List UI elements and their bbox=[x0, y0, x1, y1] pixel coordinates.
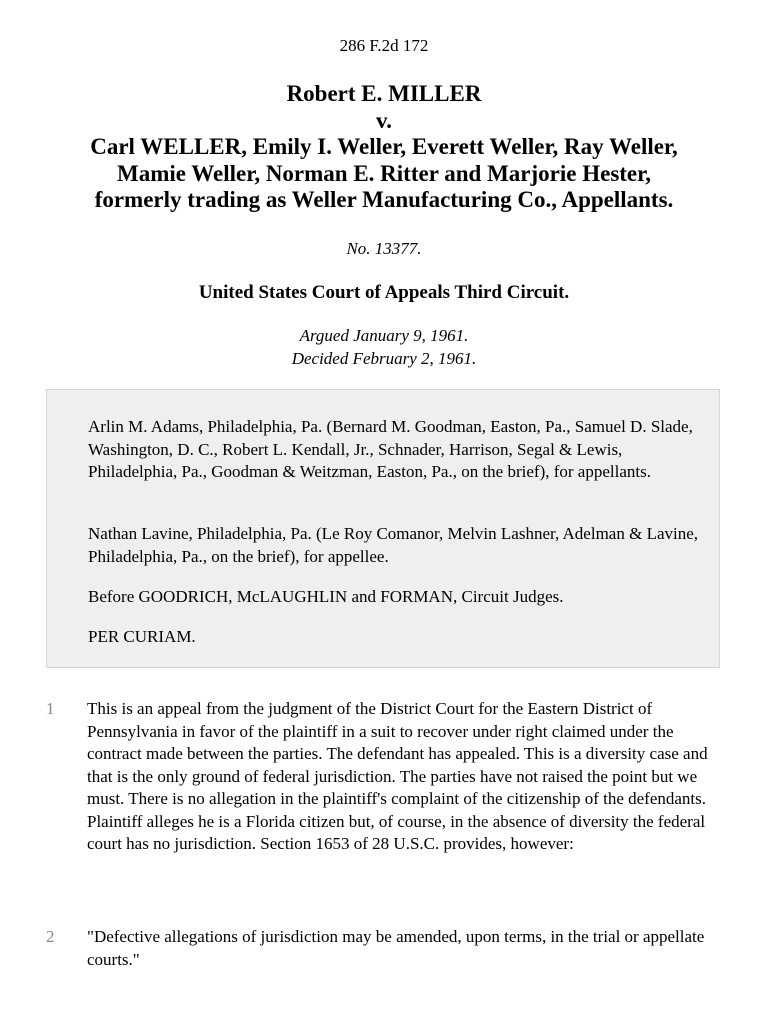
paragraph-text: This is an appeal from the judgment of the District Court for the Eastern District of Pennsylvania in favor of the plaintiff in a suit to recover under right claimed under the contract made between the parties. The defendant has appealed. This is a diversity case and that is the only ground of federal jurisdiction. The parties have not raised the point but we must. There is no allegation in the plaintiff's complaint of the citizenship of the defendants. Plaintiff alleges he is a Florida citizen but, of course, in the absence of diversity the federal court has no jurisdiction. Section 1653 of 28 U.S.C. provides, however: bbox=[87, 699, 708, 853]
counsel-appellee: Nathan Lavine, Philadelphia, Pa. (Le Roy Comanor, Melvin Lashner, Adelman & Lavine, Philadelphia, Pa., on the brief), for appellee. bbox=[88, 524, 699, 566]
plaintiff-name: Robert E. MILLER bbox=[286, 81, 482, 106]
citation: 286 F.2d 172 bbox=[339, 36, 429, 55]
argued-date: Argued January 9, 1961. bbox=[299, 326, 469, 345]
defendants-line: Carl WELLER, Emily I. Weller, Everett Weller, Ray Weller, bbox=[90, 134, 678, 159]
defendants-line: formerly trading as Weller Manufacturing Co., Appellants. bbox=[94, 187, 674, 212]
case-caption bbox=[20, 81, 748, 214]
paragraph-number: 2 bbox=[46, 927, 55, 946]
docket-number: No. 13377. bbox=[346, 239, 422, 258]
paragraph-number: 1 bbox=[46, 699, 55, 718]
judges: Before GOODRICH, McLAUGHLIN and FORMAN, Circuit Judges. bbox=[88, 587, 564, 606]
paragraph-text: "Defective allegations of jurisdiction may be amended, upon terms, in the trial or appellate courts." bbox=[87, 927, 705, 969]
decided-date: Decided February 2, 1961. bbox=[291, 349, 477, 368]
court-name: United States Court of Appeals Third Circuit. bbox=[198, 282, 570, 303]
counsel-appellants: Arlin M. Adams, Philadelphia, Pa. (Bernard M. Goodman, Easton, Pa., Samuel D. Slade, Washington, D. C., Robert L. Kendall, Jr., Schnader, Harrison, Segal & Lewis, Philadelphia, Pa., Goodman & Weitzman, Easton, Pa., on the brief), for appellants. bbox=[88, 417, 693, 481]
counsel-box bbox=[46, 389, 720, 668]
decision-dates bbox=[0, 324, 768, 370]
per-curiam: PER CURIAM. bbox=[88, 627, 196, 646]
versus: v. bbox=[376, 107, 392, 133]
defendants-line: Mamie Weller, Norman E. Ritter and Marjorie Hester, bbox=[117, 160, 651, 186]
